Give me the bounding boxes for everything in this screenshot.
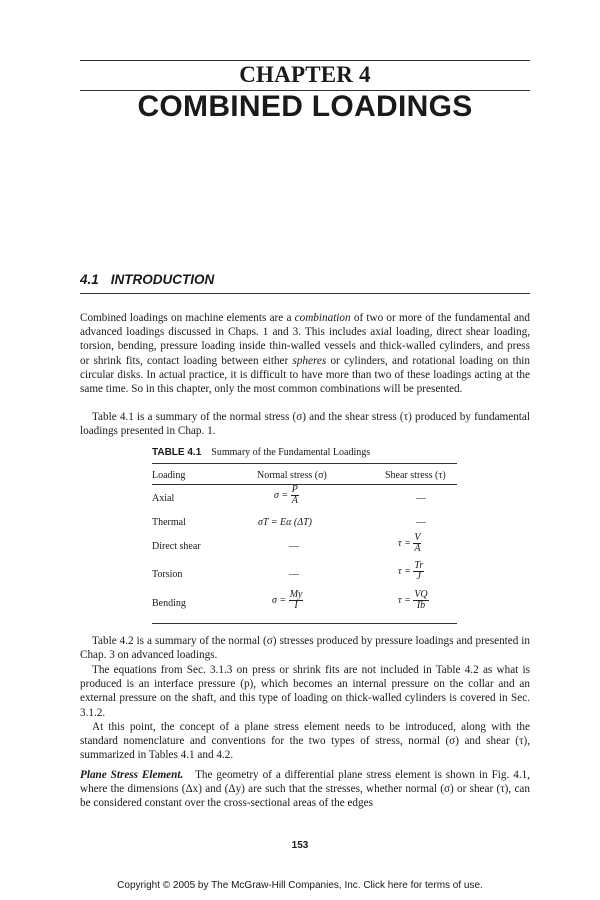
table-cell-shear: — (416, 517, 426, 528)
section-title: INTRODUCTION (110, 272, 215, 287)
runin-heading: Plane Stress Element. (80, 769, 184, 781)
table-cell-normal: — (289, 541, 299, 552)
table-top-rule (152, 463, 457, 464)
table-caption (152, 447, 370, 458)
table-cell-normal: — (289, 569, 299, 580)
top-rule (80, 60, 530, 61)
table-header-loading: Loading (152, 470, 186, 481)
table-cell-shear: τ = $\frac{V}{A}$ (398, 532, 421, 554)
section-number: 4.1 (80, 272, 99, 287)
table-row-label: Thermal (152, 517, 186, 528)
section-rule (80, 293, 530, 294)
table-row-label: Direct shear (152, 541, 201, 552)
table-cell-shear: τ = $\frac{VQ}{Ib}$ (398, 589, 428, 611)
plane-stress-intro-paragraph: At this point, the concept of a plane stress element needs to be introduced, along with the standard nomenclature and conventions for the two types of stress, normal (σ) and shear (τ), summarized in Tables 4.1 and 4.2. (80, 721, 530, 762)
page-number: 153 (291, 840, 309, 851)
table-cell-normal: σ = $\frac{P}{A}$ (274, 484, 298, 506)
intro-paragraph: Combined loadings on machine elements are a combination of two or more of the fundamental and advanced loadings discussed in Chaps. 1 and 3. This includes axial loading, direct shear loading, torsion, bending, pressure loading inside thin-walled vessels and thick-walled cylinders, and press or shrink fits, contact loading between either spheres or cylinders, and rotational loading on thin circular disks. In actual practice, it is difficult to have more than two of these loadings acting at the same time. So in this chapter, only the most common combinations will be presented. (80, 312, 531, 396)
table-4-2-paragraph: Table 4.2 is a summary of the normal (σ) stresses produced by pressure loadings and presented in Chap. 3 on advanced loadings. (80, 635, 530, 662)
table-row-label: Bending (152, 598, 186, 609)
table-header-normal: Normal stress (σ) (257, 470, 327, 481)
table-header-rule (152, 484, 457, 485)
table-cell-shear: τ = $\frac{Tr}{J}$ (398, 560, 424, 582)
table-row-label: Axial (152, 493, 175, 504)
plane-stress-element-paragraph: Plane Stress Element. The geometry of a differential plane stress element is shown in Fig. 4.1, where the dimensions (Δx) and (Δy) are such that the stresses, whether normal (σ) or shear (τ), can be considered constant over the cross-sectional areas of the edges (80, 769, 531, 810)
copyright-notice[interactable]: Copyright © 2005 by The McGraw-Hill Companies, Inc. Click here for terms of use. (117, 880, 483, 891)
table-cell-normal: σT = Eα (ΔT) (258, 517, 313, 528)
table-label: TABLE 4.1 (152, 447, 202, 458)
chapter-number: CHAPTER 4 (239, 62, 371, 87)
table-intro-paragraph: Table 4.1 is a summary of the normal stress (σ) and the shear stress (τ) produced by fundamental loadings presented in Chap. 1. (80, 411, 530, 438)
section-heading (80, 272, 214, 287)
table-header-shear: Shear stress (τ) (385, 470, 446, 481)
table-cell-shear: — (416, 493, 426, 504)
table-bottom-rule (152, 623, 457, 624)
press-fit-paragraph: The equations from Sec. 3.1.3 on press or shrink fits are not included in Table 4.2 as what is produced is an interface pressure (p), which becomes an internal pressure on the collar and an external pressure on the shaft, and this type of loading on thick-walled cylinders is covered in Sec. 3.1.2. (80, 664, 530, 719)
table-cell-normal: σ = $\frac{My}{I}$ (272, 589, 303, 611)
chapter-title: COMBINED LOADINGS (137, 90, 473, 123)
table-row-label: Torsion (152, 569, 183, 580)
table-caption-text: Summary of the Fundamental Loadings (211, 447, 371, 458)
